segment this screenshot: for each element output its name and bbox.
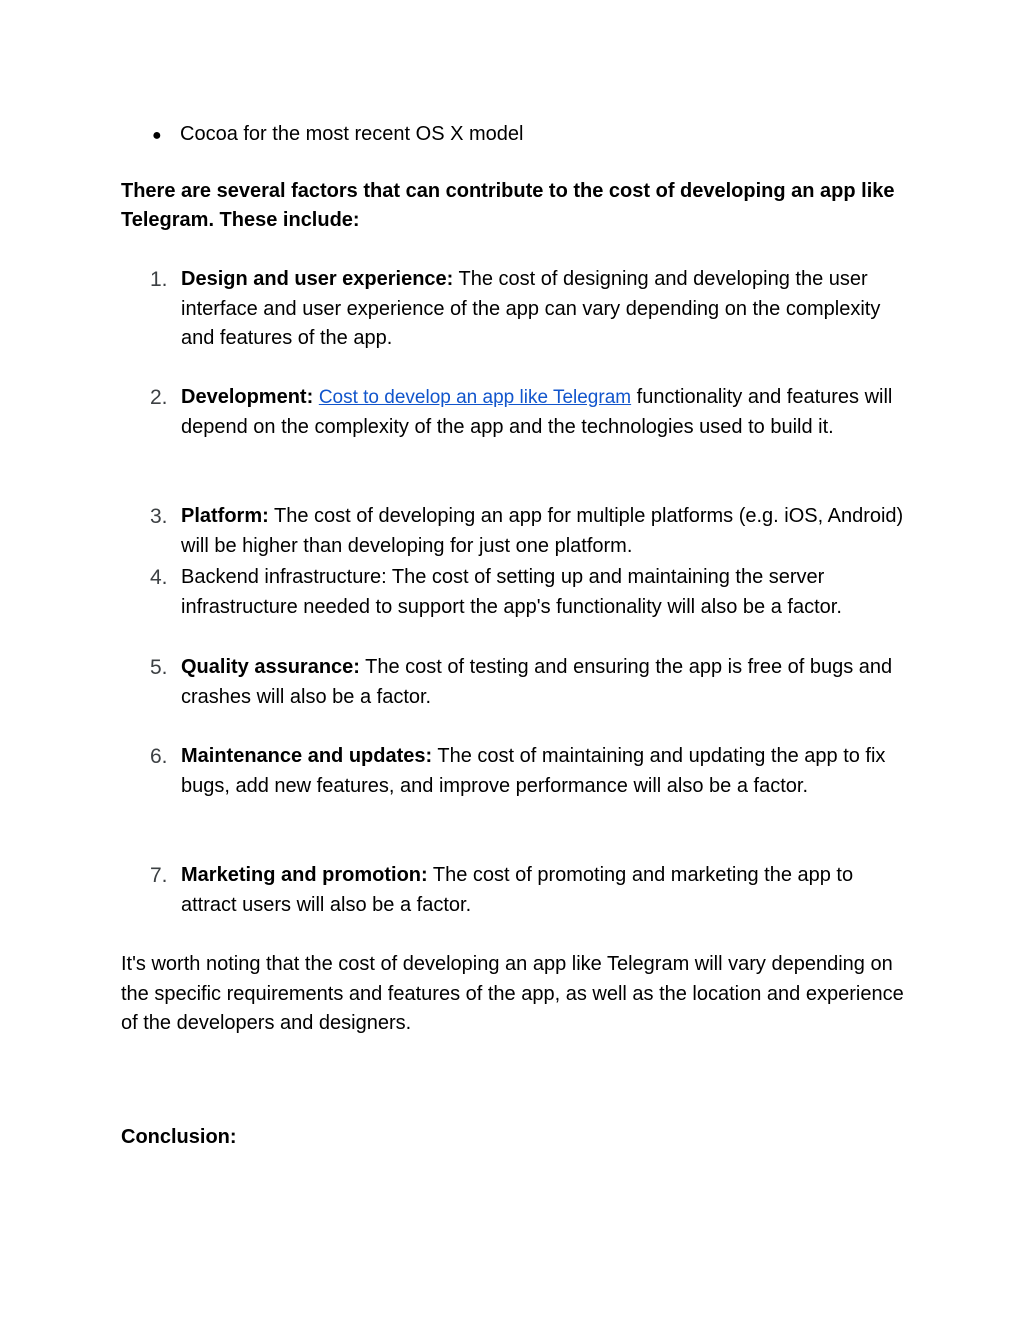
list-item-design [150,265,910,354]
bullet-marker: ● [152,127,162,144]
list-item-text: functionality and features will depend on the complexity of the app and the technologies used to build it. [181,386,893,438]
list-number: 7. [150,864,168,887]
list-item-quality [150,653,910,712]
list-item-platform [150,502,910,561]
intro-paragraph: There are several factors that can contribute to the cost of developing an app like Telegram. These include: [121,180,895,231]
list-item-heading: Design and user experience: [181,268,454,290]
list-item-backend [150,563,910,622]
bullet-list-item [152,121,524,149]
list-number: 3. [150,505,168,528]
list-number: 1. [150,268,168,291]
list-item-marketing [150,861,910,920]
list-item-heading: Maintenance and updates: [181,745,433,767]
conclusion-heading: Conclusion: [121,1126,237,1148]
list-number: 6. [150,745,168,768]
list-item-maintenance [150,742,910,801]
list-number: 2. [150,386,168,409]
list-item-text: The cost of maintaining and updating the app to fix bugs, add new features, and improve performance will also be a factor. [181,745,886,797]
list-item-text: Backend infrastructure: The cost of setting up and maintaining the server infrastructure needed to support the app's functionality will also be a factor. [181,566,842,618]
list-item-heading: Marketing and promotion: [181,864,428,886]
list-number: 4. [150,566,168,589]
list-item-text: The cost of designing and developing the user interface and user experience of the app can vary depending on the complexity and features of the app. [181,268,881,349]
list-item-heading: Development: [181,386,314,408]
telegram-cost-link[interactable]: Cost to develop an app like Telegram [318,387,632,408]
list-item-heading: Quality assurance: [181,656,360,678]
list-item-text: The cost of promoting and marketing the app to attract users will also be a factor. [181,864,854,916]
list-item-text: The cost of testing and ensuring the app is free of bugs and crashes will also be a factor. [181,656,893,708]
list-number: 5. [150,656,168,679]
closing-note-paragraph: It's worth noting that the cost of developing an app like Telegram will vary depending on the specific requirements and features of the app, as well as the location and experience of the developers and designers. [121,953,904,1034]
list-item-text: The cost of developing an app for multiple platforms (e.g. iOS, Android) will be higher than developing for just one platform. [181,505,904,557]
list-item-development [150,383,910,442]
bullet-text: Cocoa for the most recent OS X model [180,123,524,145]
list-item-heading: Platform: [181,505,269,527]
